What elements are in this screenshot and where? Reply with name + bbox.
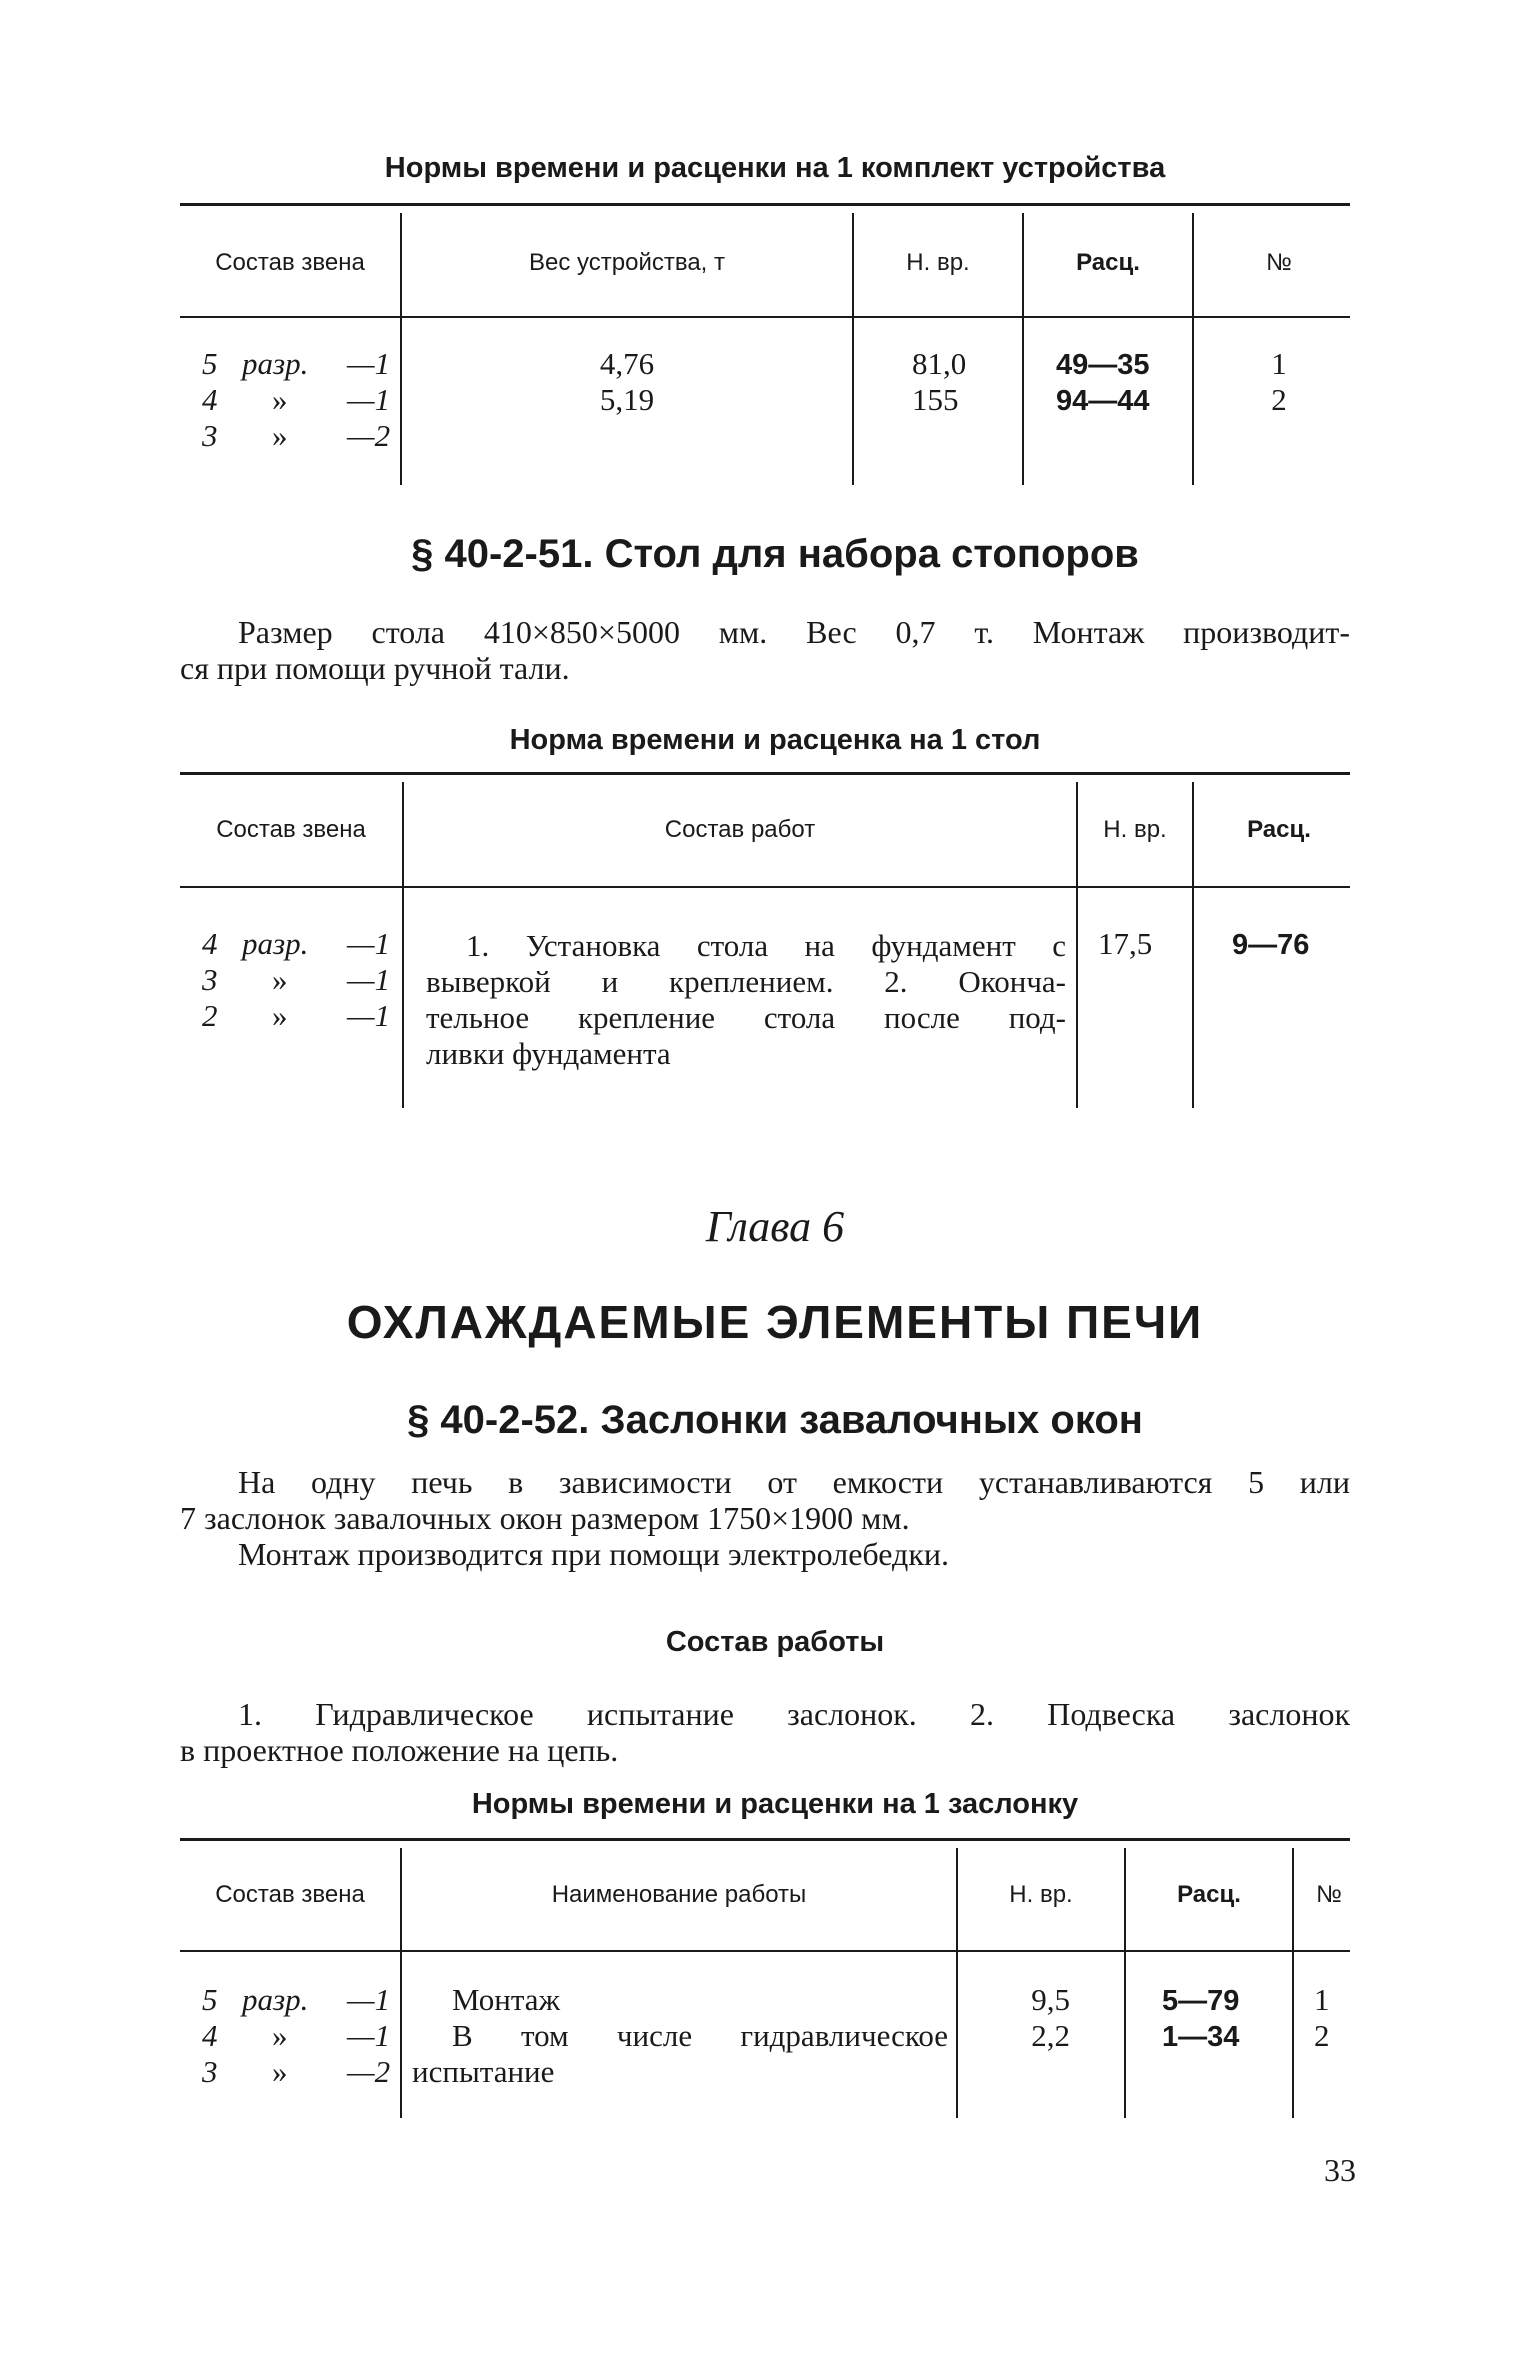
table2-top-rule bbox=[180, 772, 1350, 775]
work-name-line: испытание bbox=[412, 2054, 555, 2089]
worker-count: —2 bbox=[347, 2054, 391, 2089]
chapter-title: ОХЛАЖДАЕМЫЕ ЭЛЕМЕНТЫ ПЕЧИ bbox=[346, 1296, 1204, 1348]
work-heading: Состав работы bbox=[665, 1626, 885, 1658]
table2-rate-cell: 9—76 bbox=[1232, 929, 1310, 961]
table1-norm-cell: 81,0 bbox=[912, 346, 967, 381]
text-line: тельное крепление стола после под- bbox=[426, 1000, 1066, 1035]
section51-text bbox=[180, 614, 1350, 686]
table1-rate-cell: 94—44 bbox=[1056, 385, 1150, 417]
table2-header-rate: Расц. bbox=[1247, 816, 1311, 843]
table1-brigade bbox=[202, 346, 391, 454]
table2-header-works: Состав работ bbox=[664, 816, 816, 843]
ditto-mark: » bbox=[272, 998, 288, 1033]
grade-mark: разр. bbox=[242, 1982, 309, 2017]
text-line: ся при помощи ручной тали. bbox=[180, 650, 570, 686]
table1-top-rule bbox=[180, 203, 1350, 206]
chapter-label: Глава 6 bbox=[705, 1202, 845, 1251]
grade: 4 bbox=[202, 926, 218, 961]
ditto-mark: » bbox=[272, 418, 288, 453]
worker-count: —1 bbox=[347, 998, 391, 1033]
worker-count: —2 bbox=[347, 418, 391, 453]
table3-caption: Нормы времени и расценки на 1 заслонку bbox=[471, 1788, 1079, 1820]
table1-caption: Нормы времени и расценки на 1 комплект устройства bbox=[384, 152, 1166, 184]
table3-number-cell: 1 bbox=[1314, 1982, 1330, 2017]
table1-norm-cell: 155 bbox=[912, 382, 959, 417]
section52-work-text bbox=[180, 1696, 1350, 1768]
table1-weight-cell: 4,76 bbox=[599, 346, 655, 381]
table1-header-number: № bbox=[1266, 249, 1292, 276]
table2-brigade bbox=[202, 926, 391, 1034]
table1-weight-cell: 5,19 bbox=[599, 382, 655, 417]
grade: 2 bbox=[202, 998, 218, 1033]
grade-mark: разр. bbox=[242, 926, 309, 961]
text-line: ливки фундамента bbox=[426, 1036, 671, 1071]
ditto-mark: » bbox=[272, 962, 288, 997]
table2-header-norm: Н. вр. bbox=[1103, 816, 1167, 843]
table3-header-rule bbox=[180, 1950, 1350, 1952]
page-number: 33 bbox=[1324, 2152, 1356, 2188]
grade: 3 bbox=[202, 2054, 218, 2089]
table2-header-brigade: Состав звена bbox=[216, 816, 366, 843]
section52-text bbox=[180, 1464, 1350, 1572]
worker-count: —1 bbox=[347, 926, 391, 961]
table1-number-cell: 2 bbox=[1271, 382, 1287, 417]
table3-header-brigade: Состав звена bbox=[215, 1881, 365, 1908]
work-name-line: Монтаж bbox=[452, 1982, 560, 2017]
table1-header-norm: Н. вр. bbox=[906, 249, 970, 276]
table1-rate-cell: 49—35 bbox=[1056, 349, 1150, 381]
table1-header-weight: Вес устройства, т bbox=[529, 249, 725, 276]
brigade-row bbox=[202, 962, 391, 998]
ditto-mark: » bbox=[272, 382, 288, 417]
grade: 5 bbox=[202, 1982, 218, 2017]
table3-header-number: № bbox=[1316, 1881, 1342, 1908]
text-line: в проектное положение на цепь. bbox=[180, 1732, 619, 1768]
table2-header-rule bbox=[180, 886, 1350, 888]
brigade-row bbox=[202, 2054, 391, 2090]
brigade-row bbox=[202, 1982, 391, 2018]
table3-top-rule bbox=[180, 1838, 1350, 1841]
brigade-row bbox=[202, 998, 391, 1034]
text-line: 7 заслонок завалочных окон размером 1750×1900 мм. bbox=[180, 1500, 910, 1536]
text-line: Размер стола 410×850×5000 мм. Вес 0,7 т. Монтаж производит- bbox=[238, 614, 1350, 650]
table1-header-rate: Расц. bbox=[1076, 249, 1140, 276]
brigade-row bbox=[202, 382, 391, 418]
table3-number-cell: 2 bbox=[1314, 2018, 1330, 2053]
worker-count: —1 bbox=[347, 1982, 391, 2017]
table3-rate-cell: 5—79 bbox=[1162, 1985, 1240, 2017]
table3-header-work-name: Наименование работы bbox=[551, 1881, 807, 1908]
table3-brigade bbox=[202, 1982, 391, 2090]
table1-number-cell: 1 bbox=[1271, 346, 1287, 381]
table3-header-norm: Н. вр. bbox=[1009, 1881, 1073, 1908]
table2-norm-cell: 17,5 bbox=[1098, 926, 1153, 961]
brigade-row bbox=[202, 2018, 391, 2054]
table3-norm-cell: 9,5 bbox=[1031, 1982, 1070, 2017]
text-line: На одну печь в зависимости от емкости устанавливаются 5 или bbox=[238, 1464, 1350, 1500]
work-name-line: В том числе гидравлическое bbox=[452, 2018, 948, 2053]
text-line: выверкой и креплением. 2. Оконча- bbox=[426, 964, 1066, 999]
brigade-row bbox=[202, 418, 391, 454]
brigade-row bbox=[202, 346, 391, 382]
brigade-row bbox=[202, 926, 391, 962]
ditto-mark: » bbox=[272, 2018, 288, 2053]
grade-mark: разр. bbox=[242, 346, 309, 381]
worker-count: —1 bbox=[347, 346, 391, 381]
table1-header-brigade: Состав звена bbox=[215, 249, 365, 276]
grade: 4 bbox=[202, 382, 218, 417]
section-heading: § 40-2-52. Заслонки завалочных окон bbox=[407, 1398, 1143, 1442]
grade: 3 bbox=[202, 418, 218, 453]
grade: 5 bbox=[202, 346, 218, 381]
table1-header-rule bbox=[180, 316, 1350, 318]
table2-caption: Норма времени и расценка на 1 стол bbox=[509, 724, 1041, 756]
worker-count: —1 bbox=[347, 962, 391, 997]
grade: 3 bbox=[202, 962, 218, 997]
worker-count: —1 bbox=[347, 382, 391, 417]
table2-works-cell bbox=[426, 928, 1066, 1072]
text-line: 1. Установка стола на фундамент с bbox=[466, 928, 1066, 963]
table3-norm-cell: 2,2 bbox=[1031, 2018, 1070, 2053]
ditto-mark: » bbox=[272, 2054, 288, 2089]
grade: 4 bbox=[202, 2018, 218, 2053]
text-line: Монтаж производится при помощи электролебедки. bbox=[238, 1536, 949, 1572]
table3-rate-cell: 1—34 bbox=[1162, 2021, 1240, 2053]
text-line: 1. Гидравлическое испытание заслонок. 2. Подвеска заслонок bbox=[238, 1696, 1350, 1732]
table3-header-rate: Расц. bbox=[1177, 1881, 1241, 1908]
table3-work-name-cell bbox=[412, 1982, 948, 2090]
section-heading: § 40-2-51. Стол для набора стопоров bbox=[411, 532, 1139, 576]
worker-count: —1 bbox=[347, 2018, 391, 2053]
